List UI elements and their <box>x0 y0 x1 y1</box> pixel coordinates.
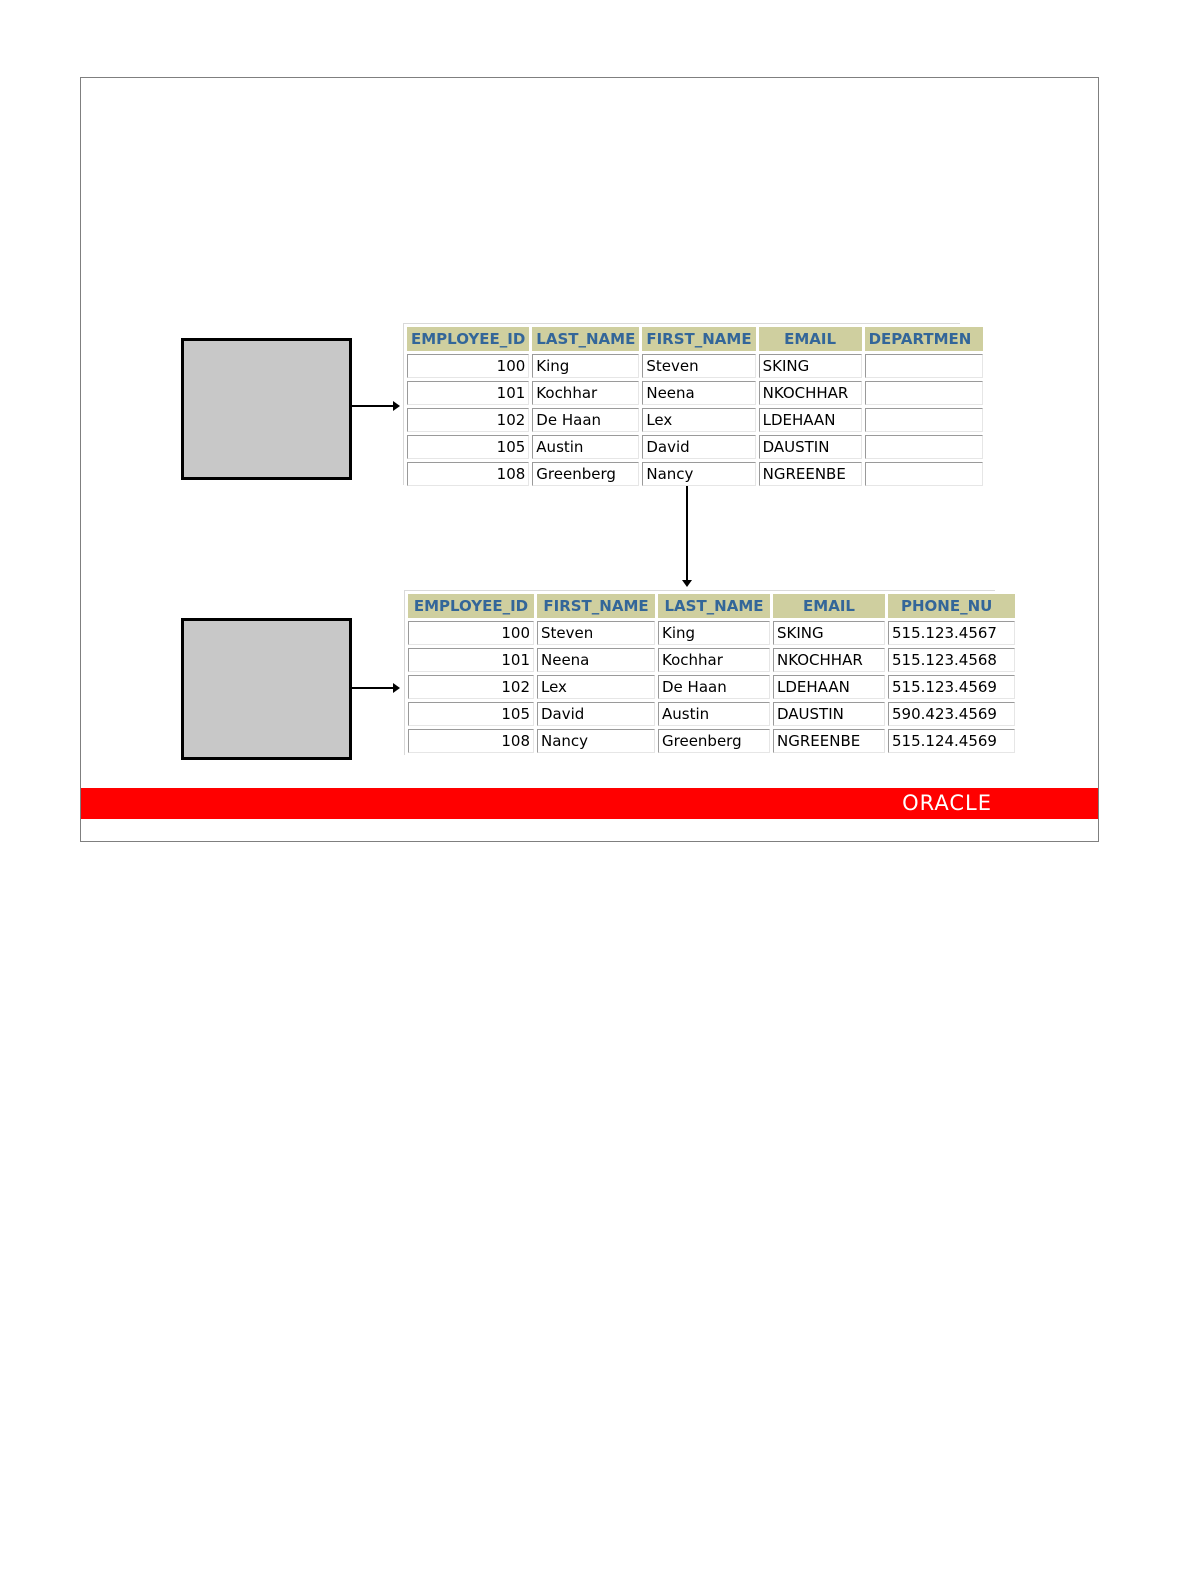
table-cell: SKING <box>759 354 862 378</box>
table-cell: 108 <box>408 729 534 753</box>
table-cell: Steven <box>642 354 755 378</box>
table-cell: Nancy <box>537 729 655 753</box>
table-cell: Steven <box>537 621 655 645</box>
table-cell: De Haan <box>532 408 639 432</box>
table-cell: Austin <box>532 435 639 459</box>
column-header: LAST_NAME <box>658 594 770 618</box>
table-cell <box>865 435 983 459</box>
query-result-table-1 <box>403 323 972 485</box>
table-cell: Lex <box>642 408 755 432</box>
table-cell: 515.123.4567 <box>888 621 1015 645</box>
table-cell: 101 <box>407 381 529 405</box>
column-header: EMPLOYEE_ID <box>408 594 534 618</box>
oracle-logo: ORACLE <box>902 791 992 815</box>
table-header-row <box>408 594 1015 618</box>
table-cell: David <box>537 702 655 726</box>
table-row <box>407 381 983 405</box>
table-row <box>407 354 983 378</box>
table-row <box>407 462 983 486</box>
table-row <box>408 675 1015 699</box>
table-row <box>408 702 1015 726</box>
table-cell <box>865 354 983 378</box>
table-cell: NGREENBE <box>773 729 885 753</box>
column-header: PHONE_NU <box>888 594 1015 618</box>
table-row <box>407 435 983 459</box>
table-cell: Greenberg <box>532 462 639 486</box>
table-cell: 105 <box>407 435 529 459</box>
table-cell: 100 <box>408 621 534 645</box>
table-cell: LDEHAAN <box>773 675 885 699</box>
column-header: EMAIL <box>773 594 885 618</box>
table-cell: 102 <box>407 408 529 432</box>
gray-placeholder-box-bottom <box>181 618 352 760</box>
column-header: FIRST_NAME <box>642 327 755 351</box>
table-cell: 102 <box>408 675 534 699</box>
arrow-right-icon <box>352 687 398 689</box>
data-grid <box>405 591 1018 756</box>
table-cell: 108 <box>407 462 529 486</box>
table-cell: Austin <box>658 702 770 726</box>
table-cell: Lex <box>537 675 655 699</box>
table-header-row <box>407 327 983 351</box>
table-cell: 105 <box>408 702 534 726</box>
table-cell: 515.123.4569 <box>888 675 1015 699</box>
column-header: DEPARTMEN <box>865 327 983 351</box>
table-cell: Neena <box>537 648 655 672</box>
table-cell: Nancy <box>642 462 755 486</box>
table-row <box>408 648 1015 672</box>
table-cell: Kochhar <box>532 381 639 405</box>
footer-bar <box>81 788 1098 819</box>
table-cell: NKOCHHAR <box>773 648 885 672</box>
column-header: LAST_NAME <box>532 327 639 351</box>
table-cell: Greenberg <box>658 729 770 753</box>
table-cell: DAUSTIN <box>773 702 885 726</box>
table-cell: NGREENBE <box>759 462 862 486</box>
table-cell: 515.123.4568 <box>888 648 1015 672</box>
query-result-table-2 <box>404 590 995 755</box>
gray-placeholder-box-top <box>181 338 352 480</box>
table-cell: DAUSTIN <box>759 435 862 459</box>
column-header: FIRST_NAME <box>537 594 655 618</box>
column-header: EMAIL <box>759 327 862 351</box>
table-row <box>408 729 1015 753</box>
table-cell: Neena <box>642 381 755 405</box>
table-cell: 101 <box>408 648 534 672</box>
table-row <box>408 621 1015 645</box>
table-cell <box>865 381 983 405</box>
data-grid <box>404 324 986 489</box>
table-cell: De Haan <box>658 675 770 699</box>
arrow-down-icon <box>686 486 688 585</box>
table-cell: NKOCHHAR <box>759 381 862 405</box>
table-row <box>407 408 983 432</box>
table-cell: King <box>532 354 639 378</box>
table-cell: King <box>658 621 770 645</box>
table-cell: 590.423.4569 <box>888 702 1015 726</box>
table-cell: Kochhar <box>658 648 770 672</box>
table-cell: LDEHAAN <box>759 408 862 432</box>
table-cell <box>865 462 983 486</box>
table-cell: 100 <box>407 354 529 378</box>
table-cell <box>865 408 983 432</box>
arrow-right-icon <box>352 405 398 407</box>
column-header: EMPLOYEE_ID <box>407 327 529 351</box>
table-cell: 515.124.4569 <box>888 729 1015 753</box>
slide-frame <box>80 77 1099 842</box>
table-cell: SKING <box>773 621 885 645</box>
table-cell: David <box>642 435 755 459</box>
